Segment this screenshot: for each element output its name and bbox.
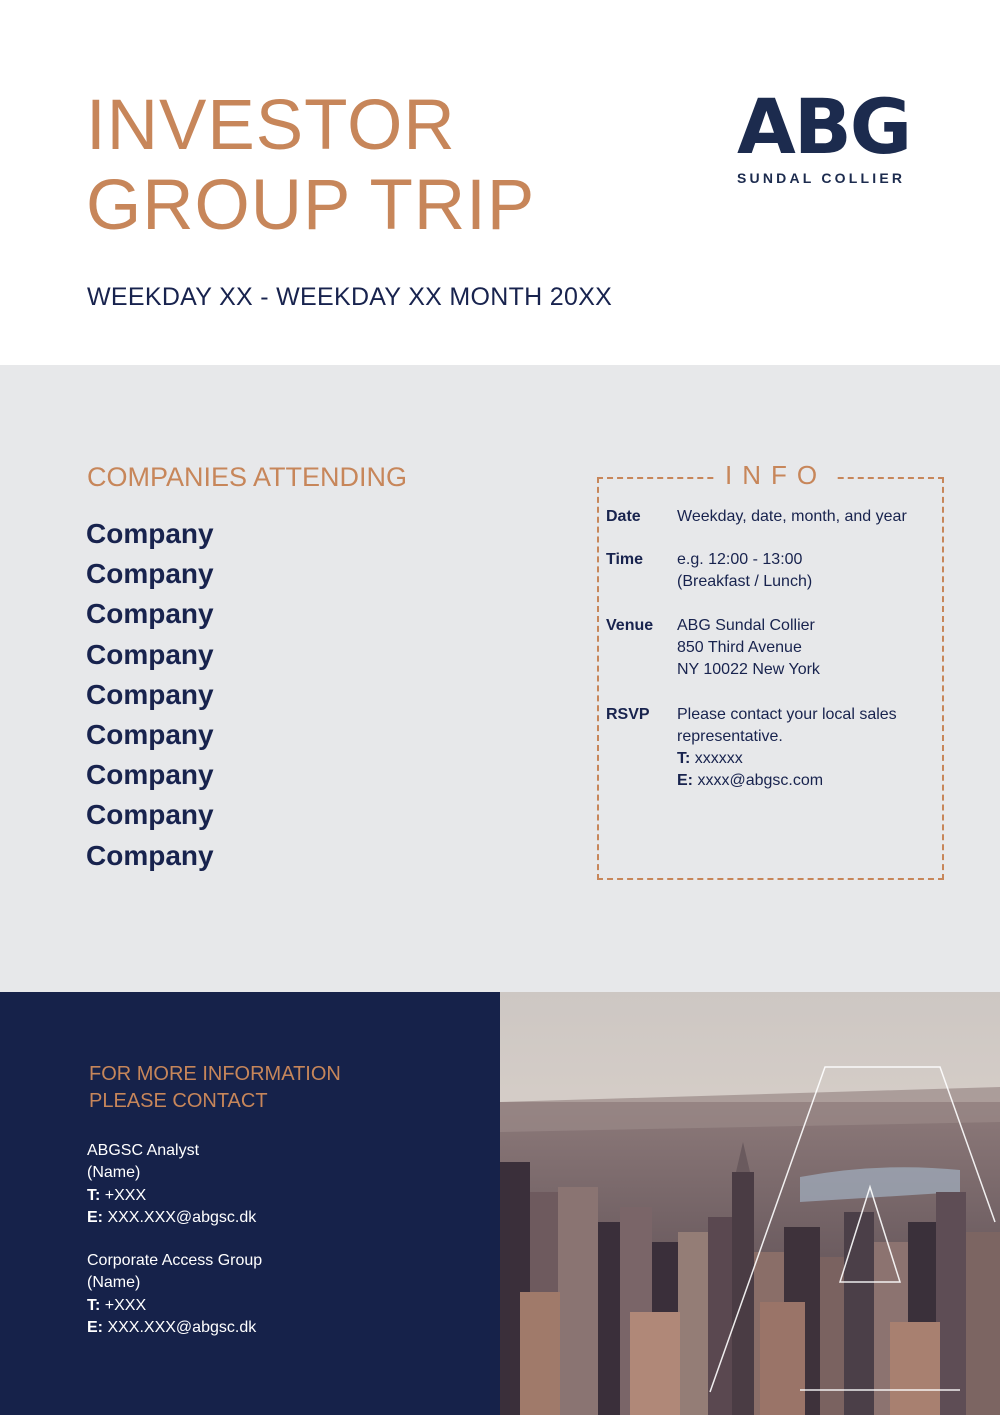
rsvp-phone: xxxxxx: [694, 750, 743, 767]
analyst-email: XXX.XXX@abgsc.dk: [107, 1208, 257, 1226]
rsvp-email: xxxx@abgsc.com: [697, 772, 824, 789]
corporate-role: Corporate Access Group: [87, 1252, 263, 1269]
time-label: Time: [606, 551, 644, 568]
venue-name: ABG Sundal Collier: [677, 617, 815, 634]
corporate-email: XXX.XXX@abgsc.dk: [107, 1318, 257, 1336]
contact-heading-line-2: PLEASE CONTACT: [89, 1090, 268, 1112]
contact-heading: [89, 1061, 341, 1115]
rsvp-phone-label: T:: [677, 750, 691, 767]
venue-city: NY 10022 New York: [677, 661, 820, 678]
contact-corporate-access: [87, 1250, 262, 1339]
time-value: e.g. 12:00 - 13:00: [677, 551, 803, 568]
logo-brand: ABG: [737, 82, 911, 171]
list-item: Company: [86, 759, 214, 791]
companies-heading: COMPANIES ATTENDING: [87, 462, 408, 492]
analyst-role: ABGSC Analyst: [87, 1142, 200, 1159]
corporate-phone-label: T:: [87, 1296, 101, 1314]
title-line-1: INVESTOR: [86, 86, 456, 165]
rsvp-text-1: Please contact your local sales: [677, 706, 897, 723]
list-item: Company: [86, 839, 214, 871]
list-item: Company: [86, 558, 214, 590]
title-line-2: GROUP TRIP: [86, 166, 536, 245]
analyst-name: (Name): [87, 1164, 141, 1182]
analyst-email-label: E:: [87, 1208, 103, 1226]
date-value: Weekday, date, month, and year: [677, 508, 907, 525]
list-item: Company: [86, 638, 214, 670]
analyst-phone: +XXX: [104, 1186, 147, 1204]
event-dates: WEEKDAY XX - WEEKDAY XX MONTH 20XX: [87, 283, 613, 311]
list-item: Company: [86, 799, 214, 831]
corporate-email-label: E:: [87, 1318, 103, 1336]
abg-logo: [737, 82, 917, 186]
list-item: Company: [86, 678, 214, 710]
company-list: [86, 514, 214, 876]
rsvp-label: RSVP: [606, 706, 650, 723]
venue-label: Venue: [606, 617, 654, 634]
rsvp-email-label: E:: [677, 772, 693, 789]
skyline-illustration: [500, 992, 1000, 1415]
corporate-phone: +XXX: [104, 1296, 147, 1314]
contact-heading-line-1: FOR MORE INFORMATION: [89, 1063, 341, 1085]
info-heading: INFO: [715, 460, 837, 491]
list-item: Company: [86, 518, 214, 549]
date-label: Date: [606, 508, 641, 525]
rsvp-text-2: representative.: [677, 728, 783, 745]
venue-street: 850 Third Avenue: [677, 639, 802, 656]
city-skyline-image: [500, 992, 1000, 1415]
corporate-name: (Name): [87, 1274, 141, 1292]
list-item: Company: [86, 598, 214, 630]
list-item: Company: [86, 718, 214, 750]
analyst-phone-label: T:: [87, 1186, 101, 1204]
contact-analyst: [87, 1140, 256, 1229]
logo-subtitle: SUNDAL COLLIER: [737, 170, 906, 186]
time-meal: (Breakfast / Lunch): [677, 573, 813, 590]
page-title: [86, 86, 535, 246]
